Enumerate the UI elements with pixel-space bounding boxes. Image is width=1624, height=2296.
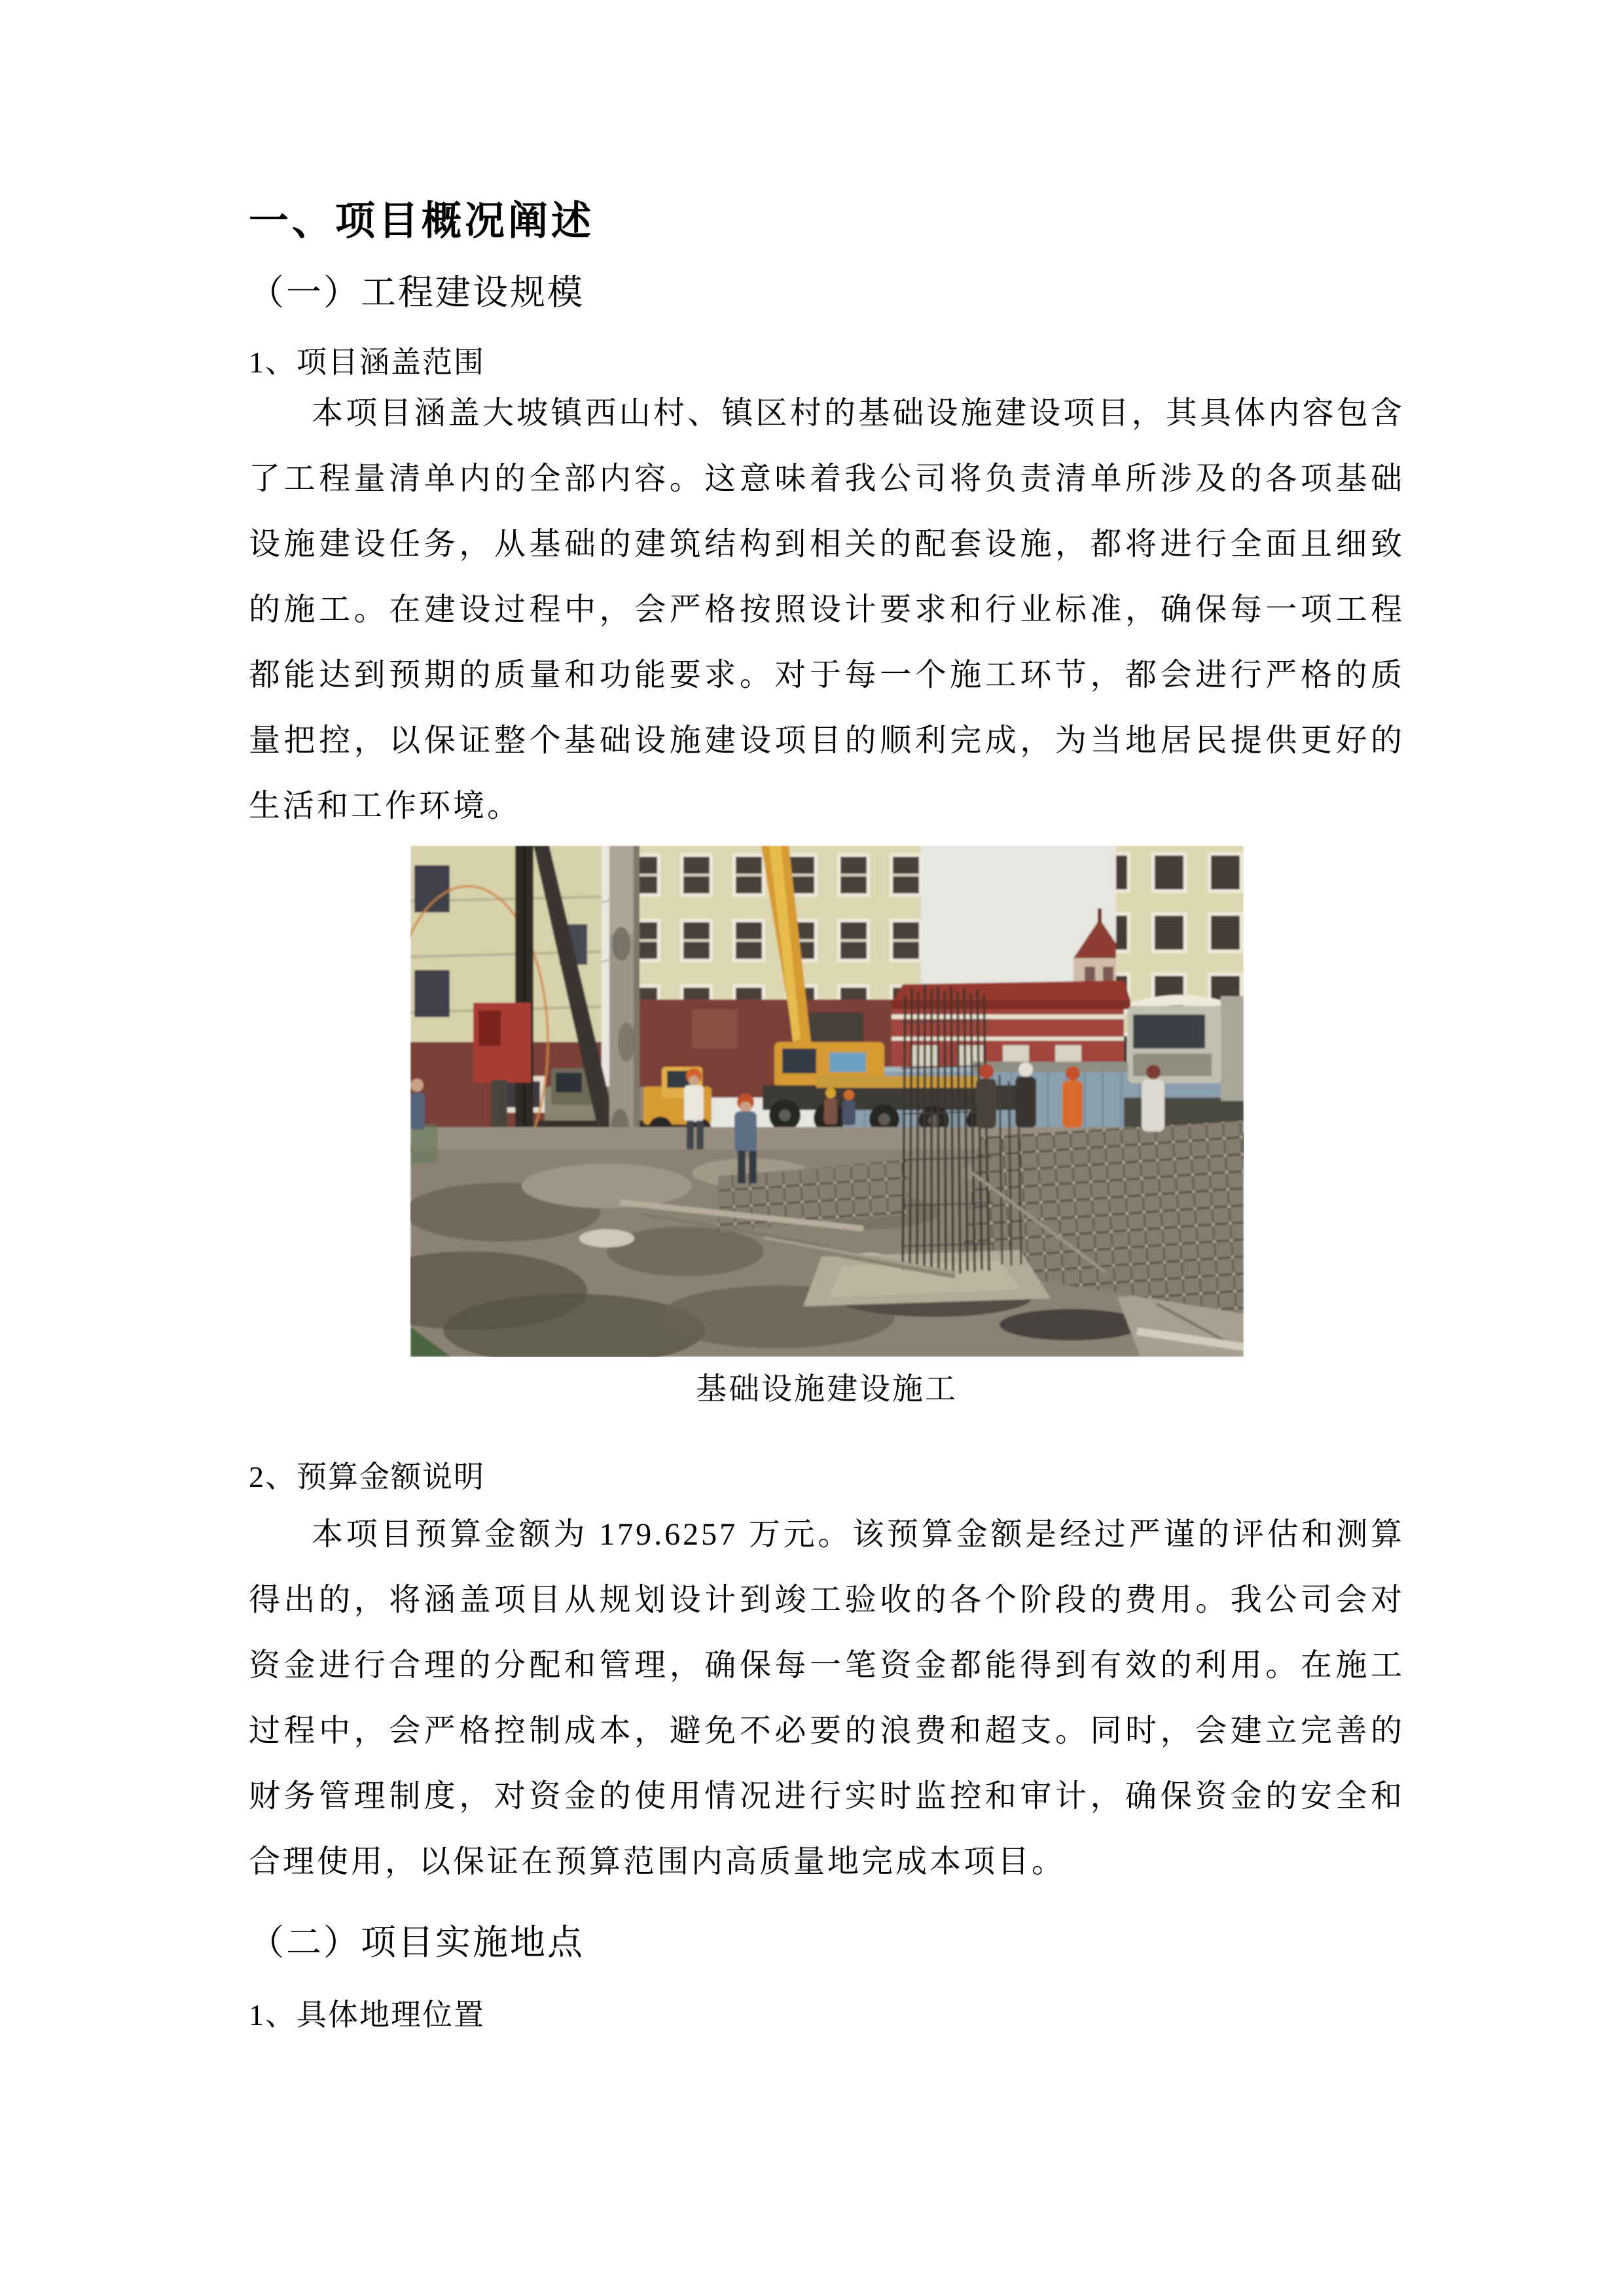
paragraph-project-scope: 本项目涵盖大坡镇西山村、镇区村的基础设施建设项目，其具体内容包含了工程量清单内的全部内容。这意味着我公司将负责清单所涉及的各项基础设施建设任务，从基础的建筑结构到相关的配套设施，都将进行全面且细致的施工。在建设过程中，会严格按照设计要求和行业标准，确保每一项工程都能达到预期的质量和功能要求。对于每一个施工环节，都会进行严格的质量把控，以保证整个基础设施建设项目的顺利完成，为当地居民提供更好的生活和工作环境。 (249, 396, 1405, 823)
paragraph-budget: 本项目预算金额为 179.6257 万元。该预算金额是经过严谨的评估和测算得出的，将涵盖项目从规划设计到竣工验收的各个阶段的费用。我公司会对资金进行合理的分配和管理，确保每一笔资金都能得到有效的利用。在施工过程中，会严格控制成本，避免不必要的浪费和超支。同时，会建立完善的财务管理制度，对资金的使用情况进行实时监控和审计，确保资金的安全和合理使用，以保证在预算范围内高质量地完成本项目。 (249, 1517, 1405, 1879)
item-3-title: 1、具体地理位置 (249, 1998, 485, 2032)
item-1-title: 1、项目涵盖范围 (249, 346, 485, 379)
heading-2-section-1: （一）工程建设规模 (249, 273, 585, 312)
concrete-footing (803, 1250, 1051, 1306)
construction-photo (410, 846, 1244, 1357)
construction-site-illustration (410, 846, 1244, 1357)
worker-far-left (410, 1079, 425, 1130)
construction-photo-figure (249, 846, 1405, 1408)
item-2-title: 2、预算金额说明 (249, 1460, 485, 1494)
red-roof-building (892, 980, 1130, 1075)
photo-caption: 基础设施建设施工 (696, 1372, 958, 1407)
heading-2-section-2: （二）项目实施地点 (249, 1923, 585, 1962)
heading-1: 一、项目概况阐述 (249, 198, 595, 243)
